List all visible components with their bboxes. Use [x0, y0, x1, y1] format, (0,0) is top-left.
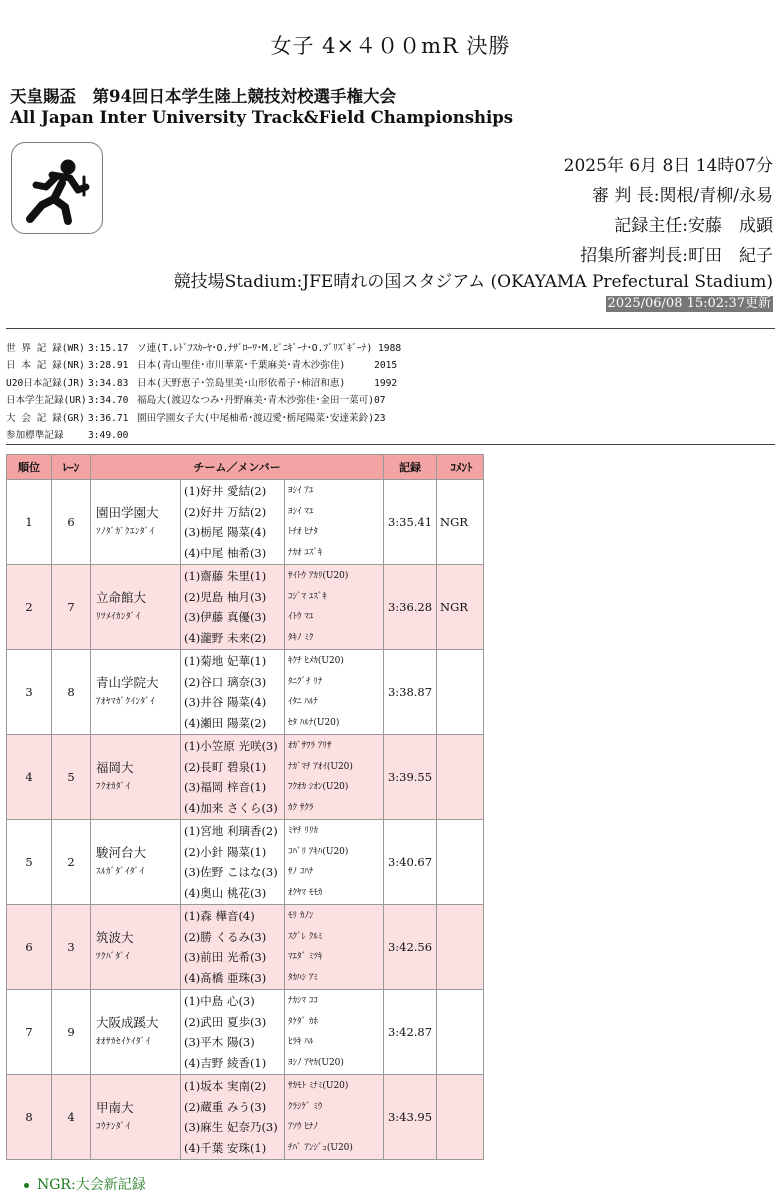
kana-cell: [285, 905, 384, 990]
kana-cell: [285, 735, 384, 820]
member-kana: ﾖｼｲ ｱﾕ: [288, 486, 314, 496]
members-cell: [181, 480, 285, 565]
member-name: (4)千葉 安珠(1): [184, 1140, 267, 1155]
record-row: [6, 340, 401, 357]
member-name: (2)児島 柚月(3): [184, 589, 267, 604]
team-name: 青山学院大: [96, 675, 159, 690]
member-name: (4)瀧野 未来(2): [184, 630, 267, 645]
team-cell: [91, 990, 181, 1075]
kana-cell: [285, 990, 384, 1075]
comment-cell: NGR: [437, 565, 484, 650]
members-cell: [181, 990, 285, 1075]
team-name: 筑波大: [96, 930, 134, 945]
header-comment: ｺﾒﾝﾄ: [437, 455, 484, 480]
lane-cell: 5: [52, 735, 91, 820]
record-row: [6, 427, 401, 444]
time-cell: 3:43.95: [384, 1075, 437, 1160]
rank-cell: 6: [7, 905, 52, 990]
record-time: 3:36.71: [88, 412, 129, 424]
header-lane: ﾚｰﾝ: [52, 455, 91, 480]
referee: 審 判 長:関根/青柳/永易: [592, 186, 773, 206]
member-name: (1)菊地 妃華(1): [184, 654, 267, 668]
kana-cell: [285, 565, 384, 650]
table-row: [7, 990, 484, 1075]
meet-name-en: All Japan Inter University Track&Field Championships: [10, 108, 514, 127]
team-name: 福岡大: [96, 760, 134, 775]
member-kana: ﾓﾘ ｶﾉﾝ: [288, 911, 314, 921]
member-kana: ｶｸ ｻｸﾗ: [288, 802, 314, 813]
team-cell: [91, 820, 181, 905]
record-row: [6, 410, 401, 427]
member-name: (1)宮地 利璃香(2): [184, 824, 278, 838]
lane-cell: 9: [52, 990, 91, 1075]
member-kana: ﾀｹﾀﾞ ｶﾎ: [288, 1016, 318, 1027]
member-name: (2)蔵重 みう(3): [184, 1099, 267, 1114]
comment-cell: [437, 1075, 484, 1160]
comment-cell: [437, 990, 484, 1075]
member-name: (2)好井 万結(2): [184, 504, 267, 519]
lane-cell: 4: [52, 1075, 91, 1160]
time-cell: 3:40.67: [384, 820, 437, 905]
record-label: 大 会 記 録(GR): [6, 412, 85, 424]
member-name: (4)奥山 桃花(3): [184, 885, 267, 900]
member-kana: ﾋﾗｷ ﾊﾙ: [288, 1037, 314, 1047]
team-kana: ﾌｸｵｶﾀﾞｲ: [96, 782, 131, 792]
team-name: 甲南大: [96, 1100, 134, 1115]
team-cell: [91, 735, 181, 820]
header-time: 記録: [384, 455, 437, 480]
member-kana: ﾅｶｵ ﾕｽﾞｷ: [288, 547, 323, 558]
header-rank: 順位: [7, 455, 52, 480]
datetime: 2025年 6月 8日 14時07分: [563, 156, 773, 176]
member-name: (1)齋藤 朱里(1): [184, 569, 267, 583]
record-label: 世 界 記 録(WR): [6, 343, 85, 354]
member-name: (2)勝 くるみ(3): [184, 929, 267, 944]
sprinter-icon: [11, 142, 103, 234]
comment-cell: NGR: [437, 480, 484, 565]
rank-cell: 5: [7, 820, 52, 905]
member-kana: ﾀｷﾉ ﾐｸ: [288, 632, 314, 643]
member-name: (3)平木 陽(3): [184, 1035, 255, 1049]
member-kana: ｲﾀﾆ ﾊﾙﾅ: [288, 697, 318, 707]
member-kana: ﾏｴﾀﾞ ﾐﾂｷ: [288, 952, 323, 962]
member-kana: ｻｲﾄｳ ｱｶﾘ(U20): [288, 571, 349, 581]
comment-cell: [437, 905, 484, 990]
member-name: (2)長町 碧泉(1): [184, 759, 267, 774]
member-kana: ｷｸﾁ ﾋﾒｶ(U20): [288, 656, 344, 666]
team-cell: [91, 650, 181, 735]
record-holder: ソ連(T.ﾚﾄﾞﾌｽｶｰﾔ･O.ﾅｻﾞﾛｰﾜ･M.ﾋﾟﾆｷﾞｰﾅ･O.ﾌﾞﾘｽﾞｷﾞｰﾅ) 1988: [137, 343, 402, 354]
member-kana: ｾﾀ ﾊﾙﾅ(U20): [288, 717, 340, 728]
rank-cell: 2: [7, 565, 52, 650]
team-cell: [91, 905, 181, 990]
member-name: (3)井谷 陽菜(4): [184, 695, 267, 709]
legend-text: NGR:大会新記録: [37, 1177, 146, 1193]
member-name: (3)栃尾 陽菜(4): [184, 525, 267, 539]
member-kana: ｲﾄｳ ﾏﾕ: [288, 612, 314, 622]
member-name: (2)谷口 璃奈(3): [184, 674, 267, 689]
member-kana: ﾖｼｲ ﾏﾕ: [288, 506, 314, 517]
record-time: 3:34.83: [88, 377, 129, 389]
table-row: [7, 905, 484, 990]
member-name: (3)福岡 梓音(1): [184, 780, 267, 794]
member-kana: ｱｿｳ ﾋﾅﾉ: [288, 1122, 318, 1132]
team-kana: ｱｵﾔﾏｶﾞｸｲﾝﾀﾞｲ: [96, 697, 156, 707]
member-name: (2)小針 陽菜(1): [184, 844, 267, 859]
table-row: [7, 820, 484, 905]
member-kana: ｵｶﾞｻﾜﾗ ｱﾘｻ: [288, 741, 332, 751]
team-kana: ｿﾉﾀﾞｶﾞｸｴﾝﾀﾞｲ: [96, 527, 155, 537]
record-time: 3:28.91: [88, 360, 129, 372]
time-cell: 3:36.28: [384, 565, 437, 650]
table-row: [7, 480, 484, 565]
header-team: チーム／メンバー: [91, 455, 384, 480]
record-row: [6, 375, 401, 392]
lane-cell: 7: [52, 565, 91, 650]
record-holder: 日本(青山聖佳･市川華菜･千葉麻美･青木沙弥佳) 2015: [137, 360, 398, 372]
member-name: (1)好井 愛結(2): [184, 484, 267, 498]
team-cell: [91, 480, 181, 565]
member-kana: ﾅｶｼﾏ ｺｺ: [288, 996, 318, 1006]
record-time: 3:15.17: [88, 343, 129, 354]
member-name: (1)中島 心(3): [184, 994, 255, 1008]
record-time: 3:34.70: [88, 395, 129, 407]
divider: [6, 328, 775, 329]
members-cell: [181, 905, 285, 990]
table-row: [7, 650, 484, 735]
time-cell: 3:35.41: [384, 480, 437, 565]
member-kana: ｺｼﾞﾏ ﾕｽﾞｷ: [288, 591, 327, 602]
member-kana: ｻｶﾓﾄ ﾐﾅﾐ(U20): [288, 1081, 349, 1091]
recorder: 記録主任:安藤 成顕: [614, 216, 773, 236]
meet-name-ja: 天皇賜盃 第94回日本学生陸上競技対校選手権大会: [10, 87, 396, 106]
member-kana: ﾀｶﾊｼ ｱﾐ: [288, 972, 318, 983]
time-cell: 3:38.87: [384, 650, 437, 735]
member-name: (3)佐野 こはな(3): [184, 865, 278, 879]
results-body: [7, 480, 484, 1160]
table-row: [7, 565, 484, 650]
team-kana: ﾘﾂﾒｲｶﾝﾀﾞｲ: [96, 612, 141, 622]
venue: 競技場Stadium:JFE晴れの国スタジアム (OKAYAMA Prefectural Stadium): [173, 272, 773, 292]
member-name: (2)武田 夏歩(3): [184, 1014, 267, 1029]
team-name: 園田学園大: [96, 505, 159, 520]
team-name: 大阪成蹊大: [96, 1015, 159, 1030]
members-cell: [181, 820, 285, 905]
lane-cell: 3: [52, 905, 91, 990]
team-kana: ﾂｸﾊﾞﾀﾞｲ: [96, 952, 131, 962]
lane-cell: 8: [52, 650, 91, 735]
results-table: [6, 454, 484, 1160]
rank-cell: 4: [7, 735, 52, 820]
table-header: [7, 455, 484, 480]
team-cell: [91, 1075, 181, 1160]
legend: [24, 1174, 146, 1194]
page-title: 女子 4×４００mR 決勝: [270, 34, 511, 58]
record-label: 参加標準記録: [6, 430, 64, 442]
member-name: (4)中尾 柚希(3): [184, 545, 267, 560]
member-name: (3)麻生 妃奈乃(3): [184, 1120, 278, 1134]
team-name: 駿河台大: [96, 845, 147, 860]
time-cell: 3:42.87: [384, 990, 437, 1075]
rank-cell: 1: [7, 480, 52, 565]
kana-cell: [285, 480, 384, 565]
record-holder: 園田学園女子大(中尾柚希･渡辺愛･栃尾陽菜･安達茉鈴)23: [137, 412, 386, 424]
time-cell: 3:42.56: [384, 905, 437, 990]
kana-cell: [285, 650, 384, 735]
comment-cell: [437, 820, 484, 905]
time-cell: 3:39.55: [384, 735, 437, 820]
record-row: [6, 392, 401, 409]
table-row: [7, 735, 484, 820]
member-kana: ﾖｼﾉ ｱﾔｶ(U20): [288, 1057, 344, 1068]
record-time: 3:49.00: [88, 430, 129, 442]
kana-cell: [285, 1075, 384, 1160]
team-kana: ｽﾙｶﾞﾀﾞｲﾀﾞｲ: [96, 867, 145, 877]
member-kana: ﾌｸｵｶ ｼｵﾝ(U20): [288, 782, 349, 792]
record-label: U20日本記録(JR): [6, 377, 85, 389]
records-list: [6, 340, 401, 444]
lane-cell: 2: [52, 820, 91, 905]
rank-cell: 7: [7, 990, 52, 1075]
member-kana: ｺﾊﾞﾘ ｱｷﾊ(U20): [288, 846, 349, 857]
record-label: 日 本 記 録(NR): [6, 360, 85, 372]
updated-badge: 2025/06/08 15:02:37更新: [607, 296, 771, 311]
members-cell: [181, 735, 285, 820]
record-holder: 福島大(渡辺なつみ･丹野麻美･青木沙弥佳･金田一菜可)07: [137, 395, 386, 407]
record-row: [6, 357, 401, 374]
member-name: (1)森 樺音(4): [184, 909, 255, 923]
team-kana: ｺｳﾅﾝﾀﾞｲ: [96, 1122, 131, 1132]
member-name: (4)髙橋 亜珠(3): [184, 970, 267, 985]
member-name: (1)小笠原 光咲(3): [184, 739, 278, 753]
rank-cell: 8: [7, 1075, 52, 1160]
members-cell: [181, 1075, 285, 1160]
member-kana: ﾁﾊﾞ ｱﾝｼﾞｭ(U20): [288, 1142, 353, 1153]
member-kana: ｽｸﾞﾚ ｸﾙﾐ: [288, 931, 323, 942]
member-kana: ｵｸﾔﾏ ﾓﾓｶ: [288, 887, 323, 898]
divider: [6, 444, 775, 445]
member-kana: ﾅｶﾞﾏﾁ ｱｵｲ(U20): [288, 761, 353, 772]
call-room-referee: 招集所審判長:町田 紀子: [580, 246, 773, 266]
member-kana: ｻﾉ ｺﾊﾅ: [288, 867, 314, 877]
record-holder: 日本(天野恵子･笠島里美･山形依希子･柿沼和恵) 1992: [137, 377, 398, 389]
member-name: (3)伊藤 真優(3): [184, 610, 267, 624]
members-cell: [181, 650, 285, 735]
members-cell: [181, 565, 285, 650]
member-kana: ｸﾗｼｹﾞ ﾐｳ: [288, 1101, 323, 1112]
rank-cell: 3: [7, 650, 52, 735]
bullet-icon: [24, 1183, 29, 1188]
record-label: 日本学生記録(UR): [6, 395, 87, 407]
member-name: (4)吉野 綾香(1): [184, 1055, 267, 1070]
member-kana: ﾐﾔﾁ ﾘﾘｶ: [288, 826, 318, 836]
team-kana: ｵｵｻｶｾｲｹｲﾀﾞｲ: [96, 1037, 151, 1047]
member-name: (1)坂本 実南(2): [184, 1079, 267, 1093]
team-name: 立命館大: [96, 590, 147, 605]
comment-cell: [437, 735, 484, 820]
member-name: (4)瀬田 陽菜(2): [184, 715, 267, 730]
member-kana: ﾄﾁｵ ﾋﾅﾀ: [288, 527, 318, 537]
table-row: [7, 1075, 484, 1160]
comment-cell: [437, 650, 484, 735]
member-kana: ﾀﾆｸﾞﾁ ﾘﾅ: [288, 676, 323, 687]
kana-cell: [285, 820, 384, 905]
team-cell: [91, 565, 181, 650]
member-name: (4)加来 さくら(3): [184, 800, 278, 815]
member-name: (3)前田 光希(3): [184, 950, 267, 964]
lane-cell: 6: [52, 480, 91, 565]
